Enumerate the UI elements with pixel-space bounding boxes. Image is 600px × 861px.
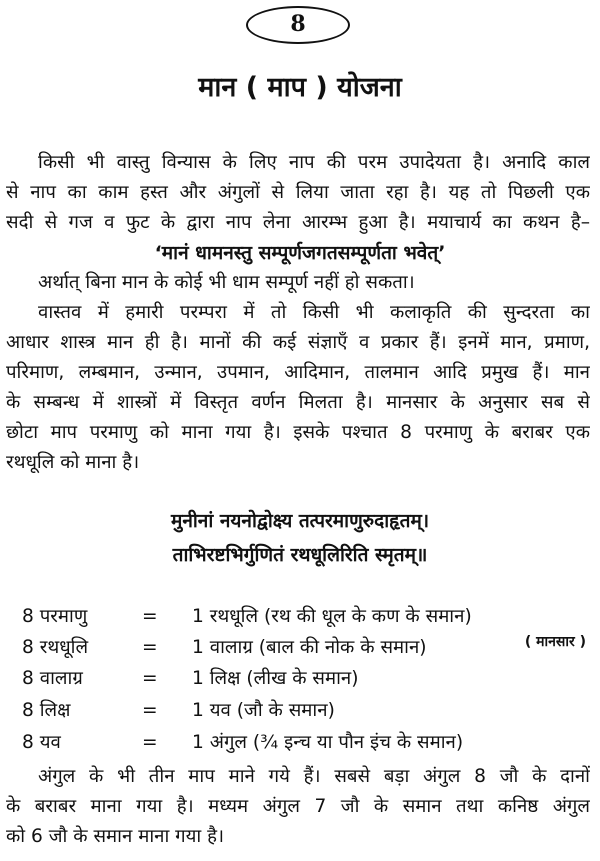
measure-from: 8 यव [22,732,61,753]
paragraph-line: वास्तव में हमारी परम्परा में तो किसी भी कलाकृति की सुन्दरता का [38,302,590,323]
equals-sign: = [142,700,158,721]
page-number: 8 [246,6,350,44]
chapter-title: मान ( माप ) योजना [198,72,402,103]
measure-to: 1 रथधूलि (रथ की धूल के कण के समान) [192,606,472,627]
verse-line: मुनीनां नयनोद्वोक्ष्य तत्परमाणुरुदाहृतम्। [170,510,430,532]
equals-sign: = [142,732,158,753]
paragraph-line: से नाप का काम हस्त और अंगुलों से लिया जाता रहा है। यह तो पिछली एक [6,182,590,203]
sanskrit-quote: ‘मानं धामनस्तु सम्पूर्णजगतसम्पूर्णता भवेत्’ [154,242,446,264]
equals-sign: = [142,668,158,689]
measure-from: 8 लिक्ष [22,700,71,721]
meaning-line: अर्थात् बिना मान के कोई भी धाम सम्पूर्ण नहीं हो सकता। [38,272,415,293]
paragraph-line: किसी भी वास्तु विन्यास के लिए नाप की परम उपादेयता है। अनादि काल [38,152,590,173]
measure-to: 1 लिक्ष (लीख के समान) [192,668,359,689]
measure-to: 1 वालाग्र (बाल की नोक के समान) [192,637,427,658]
verse-line: ताभिरष्टभिर्गुणितं रथधूलिरिति स्मृतम्॥ [172,544,428,566]
paragraph-line: के सम्बन्ध में शास्त्रों में विस्तृत वर्णन मिलता है। मानसार के अनुसार सब से [6,392,590,413]
verse-source: ( मानसार ) [524,634,586,650]
measure-to: 1 यव (जौ के समान) [192,700,335,721]
measure-from: 8 परमाणु [22,606,88,627]
paragraph-line: छोटा माप परमाणु को माना गया है। इसके पश्चात 8 परमाणु के बराबर एक [6,422,590,443]
measure-to: 1 अंगुल (¾ इन्च या पौन इंच के समान) [192,732,464,753]
paragraph-line: सदी से गज व फुट के द्वारा नाप लेना आरम्भ हुआ है। मयाचार्य का कथन है– [6,212,590,233]
measure-from: 8 वालाग्र [22,668,83,689]
paragraph-line: अंगुल के भी तीन माप माने गये हैं। सबसे बड़ा अंगुल 8 जौ के दानों [38,766,590,787]
paragraph-line: परिमाण, लम्बमान, उन्मान, उपमान, आदिमान, तालमान आदि प्रमुख हैं। मान [6,362,590,383]
paragraph-line: रथधूलि को माना है। [6,452,140,473]
paragraph-line: के बराबर माना गया है। मध्यम अंगुल 7 जौ के समान तथा कनिष्ठ अंगुल [6,796,590,817]
measure-from: 8 रथधूलि [22,637,89,658]
equals-sign: = [142,637,158,658]
equals-sign: = [142,606,158,627]
paragraph-line: को 6 जौ के समान माना गया है। [6,826,225,847]
paragraph-line: आधार शास्त्र मान ही है। मानों की कई संज्ञाएँ व प्रकार हैं। इनमें मान, प्रमाण, [6,332,590,353]
